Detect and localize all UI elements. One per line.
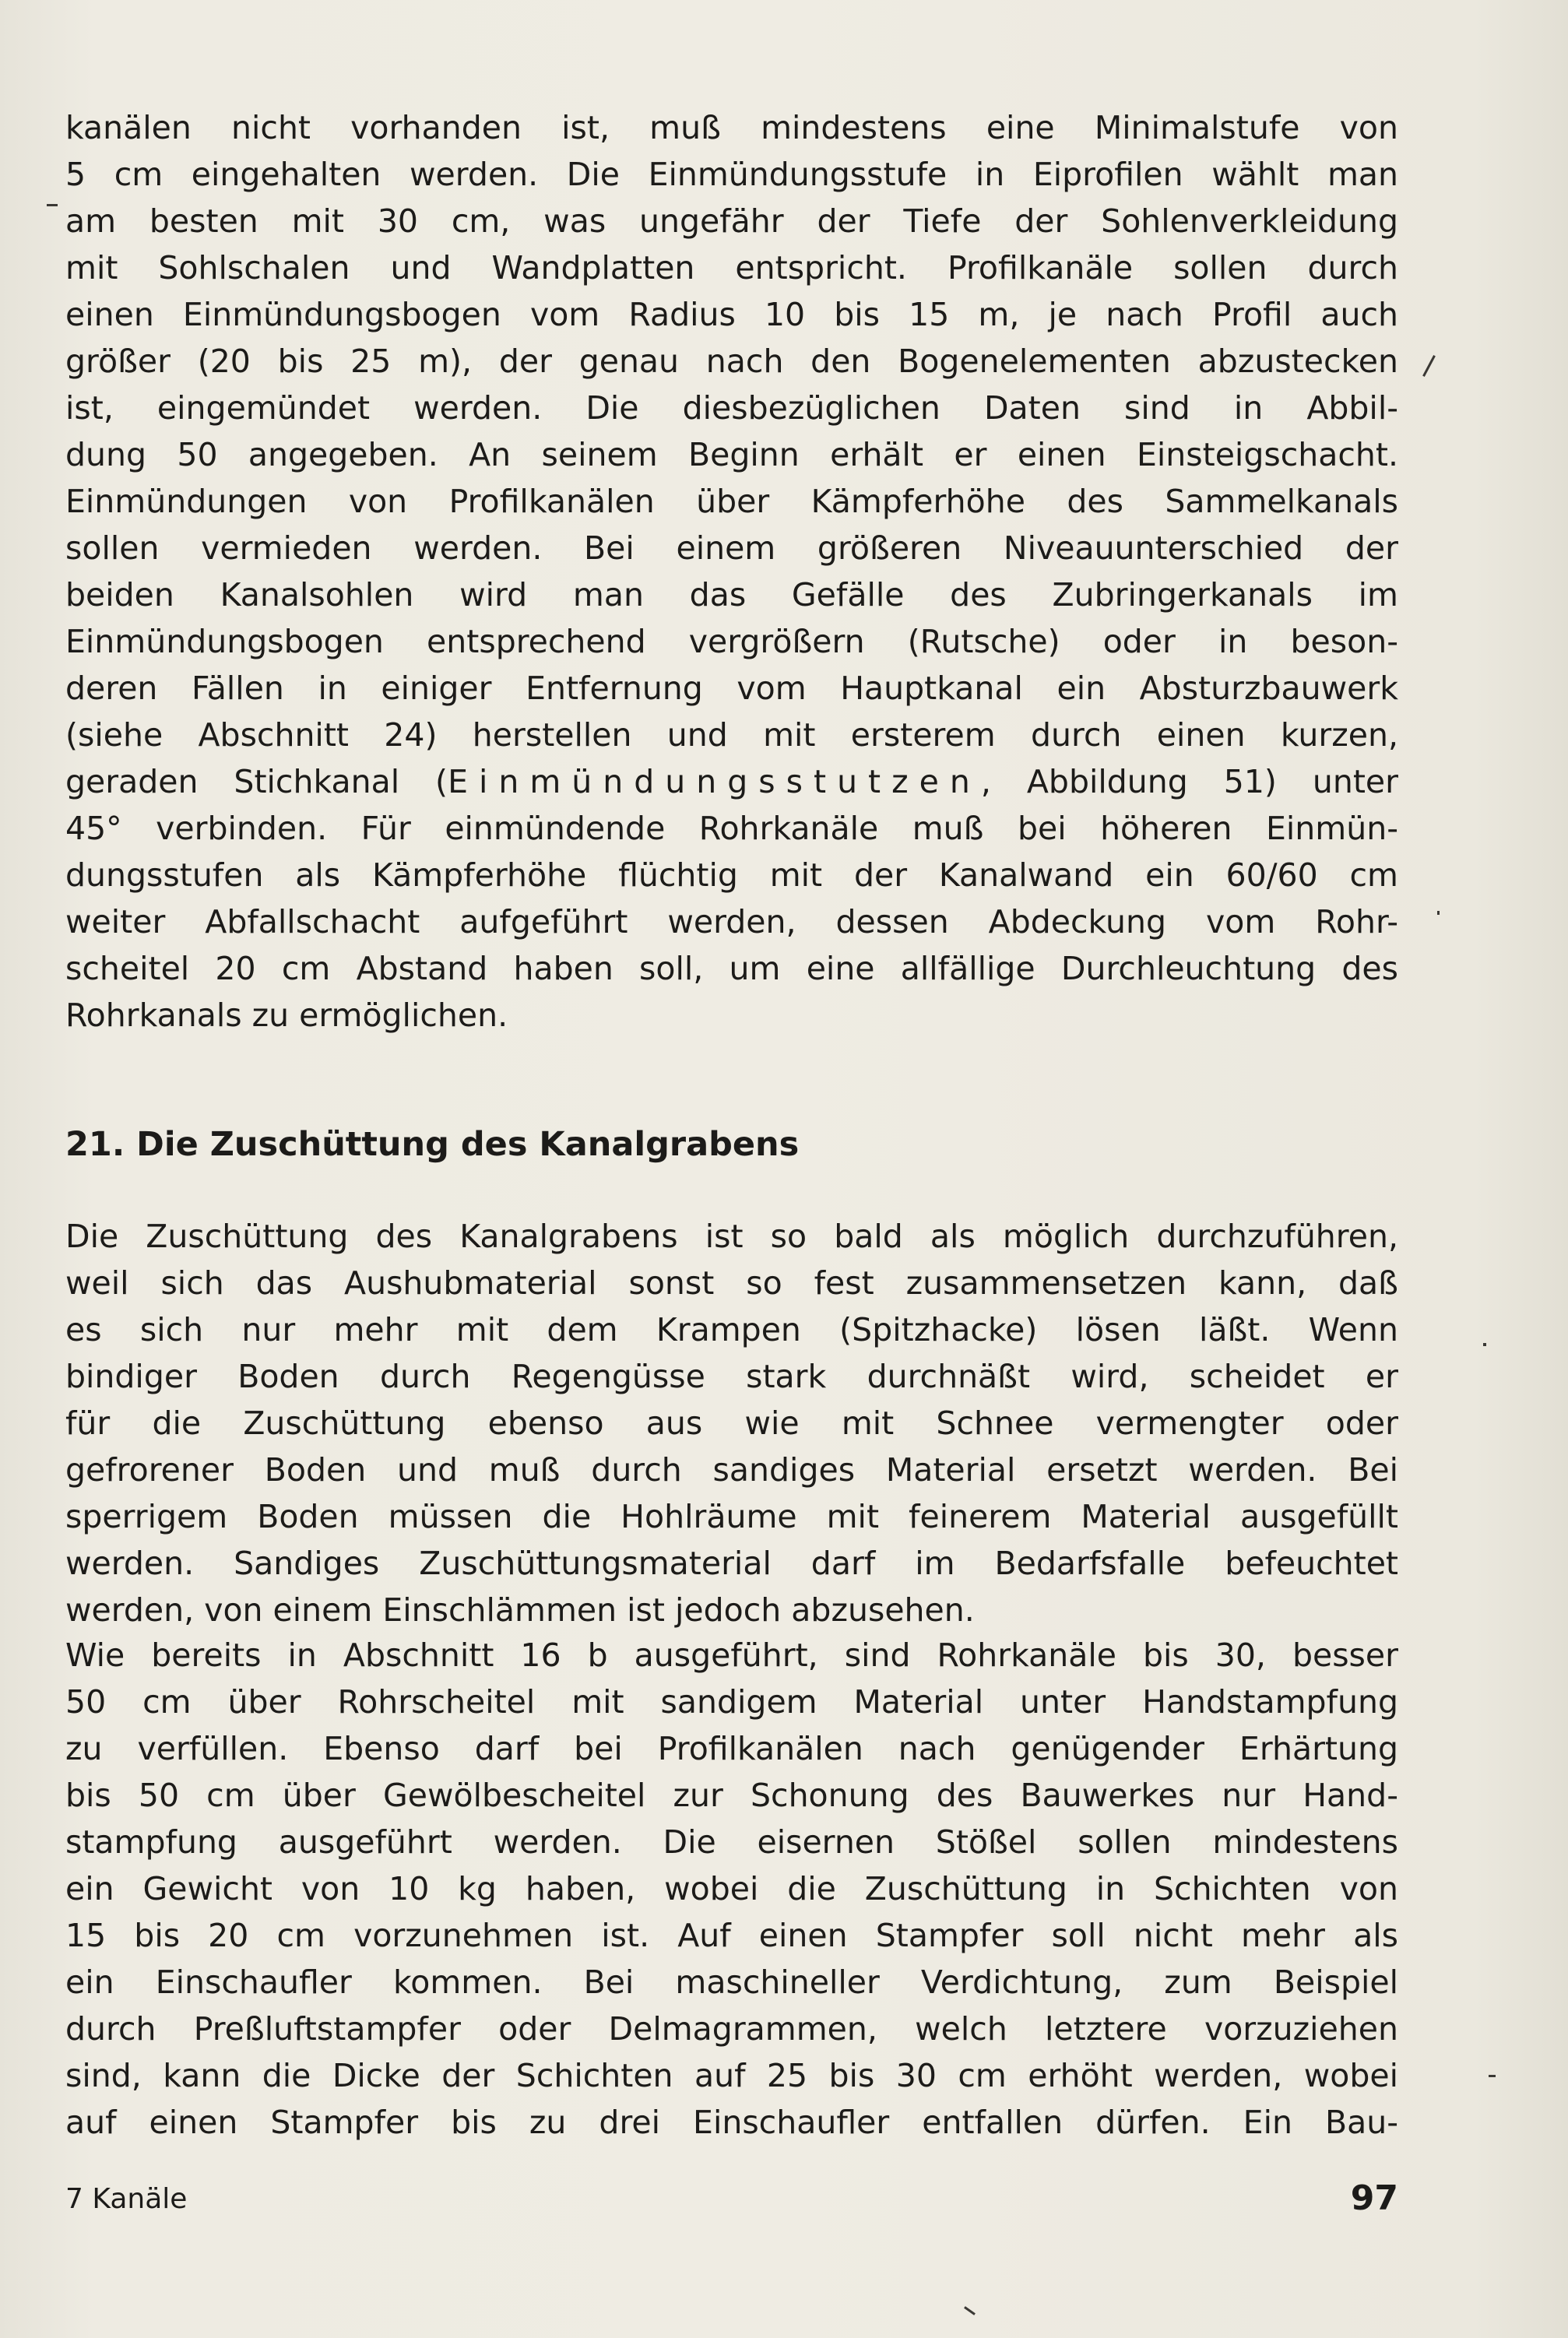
text-line: es sich nur mehr mit dem Krampen (Spitzhacke) lösen läßt. Wenn (65, 1311, 1398, 1348)
text-line: ein Einschaufler kommen. Bei maschineller Verdichtung, zum Beispiel (65, 1964, 1398, 2001)
text-line: 50 cm über Rohrscheitel mit sandigem Material unter Handstampfung (65, 1683, 1398, 1721)
text-line: (siehe Abschnitt 24) herstellen und mit ersterem durch einen kurzen, (65, 716, 1398, 754)
paragraph-3 (65, 1632, 1398, 2146)
text-line: für die Zuschüttung ebenso aus wie mit Schnee vermengter oder (65, 1405, 1398, 1442)
text-line: 5 cm eingehalten werden. Die Einmündungsstufe in Eiprofilen wählt man (65, 156, 1398, 193)
text-line: gefrorener Boden und muß durch sandiges Material ersetzt werden. Bei (65, 1451, 1398, 1489)
text-line: kanälen nicht vorhanden ist, muß mindestens eine Minimalstufe von (65, 109, 1398, 146)
text-line: werden, von einem Einschlämmen ist jedoch abzusehen. (65, 1591, 975, 1629)
text-line: Einmündungsbogen entsprechend vergrößern (Rutsche) oder in beson- (65, 623, 1398, 660)
text-line: Einmündungen von Profilkanälen über Kämpferhöhe des Sammelkanals (65, 483, 1398, 520)
spaced-term: Einmündungsstutzen (448, 763, 981, 800)
text-line: am besten mit 30 cm, was ungefähr der Tiefe der Sohlenverkleidung (65, 202, 1398, 240)
text-line: auf einen Stampfer bis zu drei Einschaufler entfallen dürfen. Ein Bau- (65, 2104, 1398, 2141)
text-line: 45° verbinden. Für einmündende Rohrkanäle muß bei höheren Einmün- (65, 810, 1398, 847)
text-line: einen Einmündungsbogen vom Radius 10 bis 15 m, je nach Profil auch (65, 296, 1398, 333)
text-segment: geraden Stichkanal ( (65, 763, 448, 800)
text-segment: , Abbildung 51) unter (980, 763, 1398, 800)
margin-mark (1489, 2075, 1496, 2077)
text-line: dung 50 angegeben. An seinem Beginn erhält er einen Einsteigschacht. (65, 436, 1398, 473)
text-line: weil sich das Aushubmaterial sonst so fest zusammensetzen kann, daß (65, 1264, 1398, 1302)
text-line: deren Fällen in einiger Entfernung vom Hauptkanal ein Absturzbauwerk (65, 670, 1398, 707)
margin-mark (1437, 911, 1440, 915)
text-line: dungsstufen als Kämpferhöhe flüchtig mit der Kanalwand ein 60/60 cm (65, 856, 1398, 894)
page-number: 97 (1350, 2178, 1398, 2218)
footer-signature: 7 Kanäle (65, 2183, 188, 2215)
text-line: mit Sohlschalen und Wandplatten entspricht. Profilkanäle sollen durch (65, 249, 1398, 287)
text-line-spaced-term (65, 758, 1398, 805)
text-line: größer (20 bis 25 m), der genau nach den Bogenelementen abzustecken (65, 343, 1398, 380)
text-line: scheitel 20 cm Abstand haben soll, um eine allfällige Durchleuchtung des (65, 950, 1398, 987)
text-line: werden. Sandiges Zuschüttungsmaterial darf im Bedarfsfalle befeuchtet (65, 1545, 1398, 1582)
text-line: ein Gewicht von 10 kg haben, wobei die Zuschüttung in Schichten von (65, 1870, 1398, 1907)
text-line: 15 bis 20 cm vorzunehmen ist. Auf einen Stampfer soll nicht mehr als (65, 1917, 1398, 1954)
paragraph-2 (65, 1213, 1398, 1633)
text-line: sollen vermieden werden. Bei einem größeren Niveauunterschied der (65, 529, 1398, 567)
text-line: sind, kann die Dicke der Schichten auf 25 bis 30 cm erhöht werden, wobei (65, 2057, 1398, 2094)
text-line: ist, eingemündet werden. Die diesbezüglichen Daten sind in Abbil- (65, 389, 1398, 427)
section-heading: 21. Die Zuschüttung des Kanalgrabens (65, 1125, 800, 1164)
text-line: bindiger Boden durch Regengüsse stark durchnäßt wird, scheidet er (65, 1358, 1398, 1395)
text-line: beiden Kanalsohlen wird man das Gefälle des Zubringerkanals im (65, 576, 1398, 614)
margin-mark (1422, 355, 1436, 377)
text-line: durch Preßluftstampfer oder Delmagrammen, welch letztere vorzuziehen (65, 2010, 1398, 2048)
text-line: weiter Abfallschacht aufgeführt werden, dessen Abdeckung vom Rohr- (65, 903, 1398, 940)
text-line: sperrigem Boden müssen die Hohlräume mit feinerem Material ausgefüllt (65, 1498, 1398, 1535)
paragraph-1 (65, 104, 1398, 1039)
text-line: zu verfüllen. Ebenso darf bei Profilkanälen nach genügender Erhärtung (65, 1730, 1398, 1767)
text-line: bis 50 cm über Gewölbescheitel zur Schonung des Bauwerkes nur Hand- (65, 1777, 1398, 1814)
margin-mark (964, 2306, 976, 2315)
text-line: Rohrkanals zu ermöglichen. (65, 997, 508, 1034)
text-line: Wie bereits in Abschnitt 16 b ausgeführt, sind Rohrkanäle bis 30, besser (65, 1637, 1398, 1674)
margin-mark (47, 204, 58, 206)
text-line: stampfung ausgeführt werden. Die eisernen Stößel sollen mindestens (65, 1823, 1398, 1861)
text-line: Die Zuschüttung des Kanalgrabens ist so bald als möglich durchzuführen, (65, 1218, 1398, 1255)
margin-mark (1483, 1343, 1486, 1346)
